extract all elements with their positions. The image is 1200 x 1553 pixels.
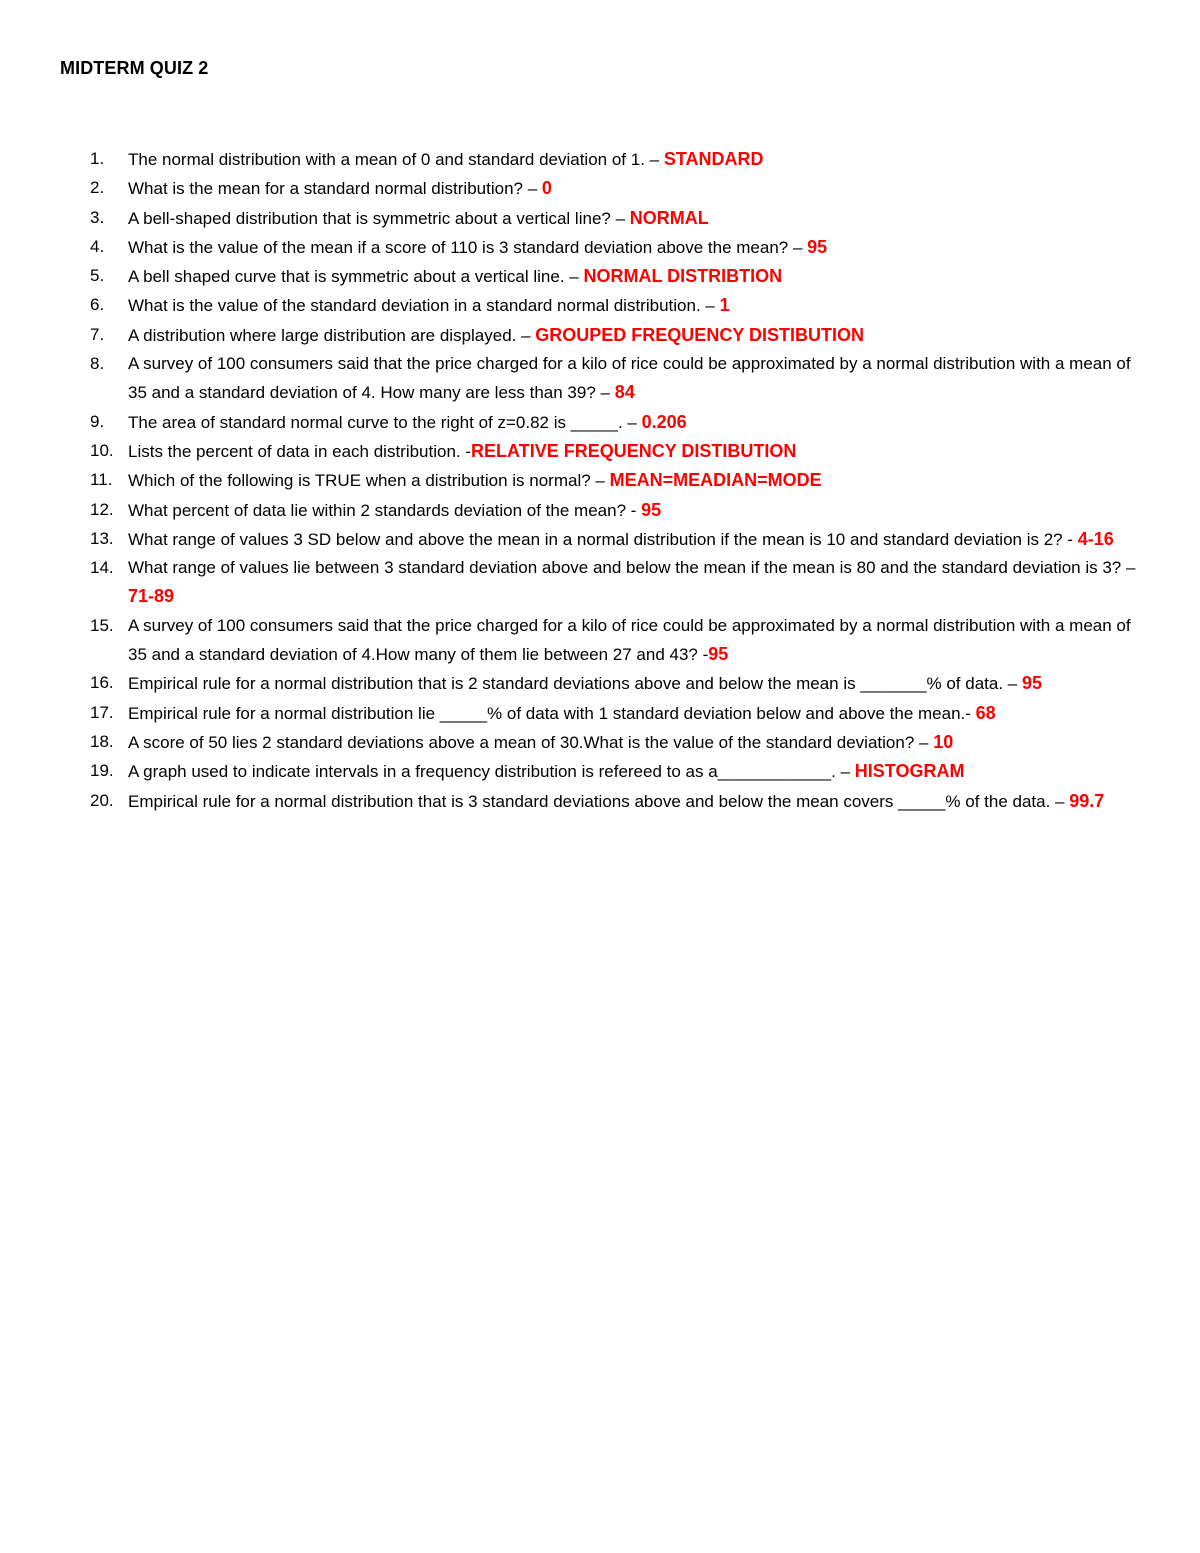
- question-text: The area of standard normal curve to the right of z=0.82 is _____. –: [128, 412, 642, 432]
- answer-text: 99.7: [1069, 790, 1105, 811]
- question-item: [0, 757, 1200, 786]
- question-text: The normal distribution with a mean of 0 and standard deviation of 1. –: [128, 150, 664, 169]
- answer-text: 0.206: [641, 411, 687, 432]
- question-item: [0, 233, 1200, 262]
- answer-text: 71-89: [128, 586, 175, 607]
- question-item: [0, 204, 1200, 233]
- answer-text: MEAN=MEADIAN=MODE: [609, 470, 822, 491]
- answer-text: 95: [1021, 673, 1043, 694]
- question-item: [0, 437, 1200, 466]
- question-number: 5.: [90, 266, 105, 286]
- question-number: 18.: [90, 731, 114, 751]
- question-number: 14.: [90, 558, 114, 578]
- answer-text: 10: [933, 731, 954, 752]
- answer-text: 95: [708, 644, 729, 665]
- question-text: Empirical rule for a normal distribution that is 3 standard deviations above and below the mean covers _____% of the data. –: [128, 791, 1070, 811]
- question-number: 10.: [90, 440, 114, 460]
- question-number: 6.: [90, 295, 105, 315]
- question-item: [0, 466, 1200, 495]
- question-number: 4.: [90, 236, 105, 256]
- question-number: 16.: [90, 673, 114, 693]
- question-text: Empirical rule for a normal distribution lie _____% of data with 1 standard deviation below and above the mean.-: [128, 703, 976, 723]
- question-text: Lists the percent of data in each distribution. -: [128, 441, 472, 461]
- answer-text: STANDARD: [663, 149, 764, 169]
- page-title: MIDTERM QUIZ 2: [60, 58, 209, 78]
- question-number: 19.: [90, 761, 114, 781]
- question-text: A score of 50 lies 2 standard deviations above a mean of 30.What is the value of the standard deviation? –: [128, 732, 934, 752]
- question-number: 2.: [90, 178, 105, 198]
- question-number: 15.: [90, 615, 114, 635]
- question-number: 9.: [90, 411, 105, 431]
- answer-text: 84: [614, 382, 635, 403]
- answer-text: 95: [807, 236, 828, 257]
- question-number: 17.: [90, 702, 114, 722]
- question-item: [0, 669, 1200, 698]
- question-item: [0, 408, 1200, 437]
- question-item: [0, 496, 1200, 525]
- question-item: [0, 787, 1200, 816]
- answer-text: 0: [541, 178, 552, 199]
- question-item: [0, 145, 1200, 174]
- question-text: Which of the following is TRUE when a distribution is normal? –: [128, 471, 610, 491]
- question-text: What is the value of the standard deviation in a standard normal distribution. –: [128, 296, 720, 316]
- question-text: A graph used to indicate intervals in a frequency distribution is refereed to as a____________. –: [128, 762, 855, 782]
- question-item: [0, 174, 1200, 203]
- question-item: [0, 525, 1200, 554]
- question-text: A survey of 100 consumers said that the price charged for a kilo of rice could be approximated by a normal distribution with a mean of 35 and a standard deviation of 4. How many are less than 39? –: [128, 354, 1131, 403]
- question-text: A bell-shaped distribution that is symmetric about a vertical line? –: [128, 208, 630, 228]
- question-item: [0, 262, 1200, 291]
- question-text: Empirical rule for a normal distribution that is 2 standard deviations above and below the mean is _______% of data. –: [128, 674, 1022, 694]
- question-number: 20.: [90, 790, 114, 810]
- question-item: [0, 699, 1200, 728]
- question-number: 13.: [90, 528, 114, 548]
- question-text: What percent of data lie within 2 standards deviation of the mean? -: [128, 500, 642, 520]
- question-text: What is the value of the mean if a score of 110 is 3 standard deviation above the mean? –: [128, 237, 808, 257]
- answer-text: 1: [719, 295, 730, 316]
- answer-text: GROUPED FREQUENCY DISTIBUTION: [535, 324, 864, 345]
- question-item: [0, 350, 1200, 408]
- question-number: 1.: [90, 149, 105, 168]
- question-number: 3.: [90, 207, 105, 227]
- answer-text: RELATIVE FREQUENCY DISTIBUTION: [471, 440, 797, 461]
- answer-text: NORMAL DISTRIBTION: [583, 266, 783, 287]
- question-number: 12.: [90, 499, 114, 519]
- question-number: 11.: [90, 470, 113, 490]
- answer-text: HISTOGRAM: [854, 761, 965, 782]
- question-item: [0, 291, 1200, 320]
- question-text: A bell shaped curve that is symmetric about a vertical line. –: [128, 267, 584, 287]
- answer-text: 4-16: [1077, 528, 1114, 549]
- answer-text: 68: [975, 702, 996, 723]
- answer-text: 95: [641, 499, 662, 520]
- answer-text: NORMAL: [629, 207, 709, 228]
- question-item: [0, 321, 1200, 350]
- question-list: [0, 145, 1200, 816]
- question-item: [0, 554, 1200, 612]
- question-number: 7.: [90, 324, 105, 344]
- question-text: A survey of 100 consumers said that the price charged for a kilo of rice could be approximated by a normal distribution with a mean of 35 and a standard deviation of 4.How many of them lie between 27 and 43? -: [128, 615, 1131, 665]
- question-text: What range of values 3 SD below and above the mean in a normal distribution if the mean is 10 and standard deviation is 2? -: [128, 529, 1078, 549]
- question-item: [0, 612, 1200, 670]
- question-number: 8.: [90, 354, 105, 374]
- question-text: What is the mean for a standard normal distribution? –: [128, 179, 542, 199]
- question-item: [0, 728, 1200, 757]
- question-text: A distribution where large distribution are displayed. –: [128, 325, 536, 345]
- question-text: What range of values lie between 3 standard deviation above and below the mean if the mean is 80 and the standard deviation is 3? –: [128, 558, 1136, 578]
